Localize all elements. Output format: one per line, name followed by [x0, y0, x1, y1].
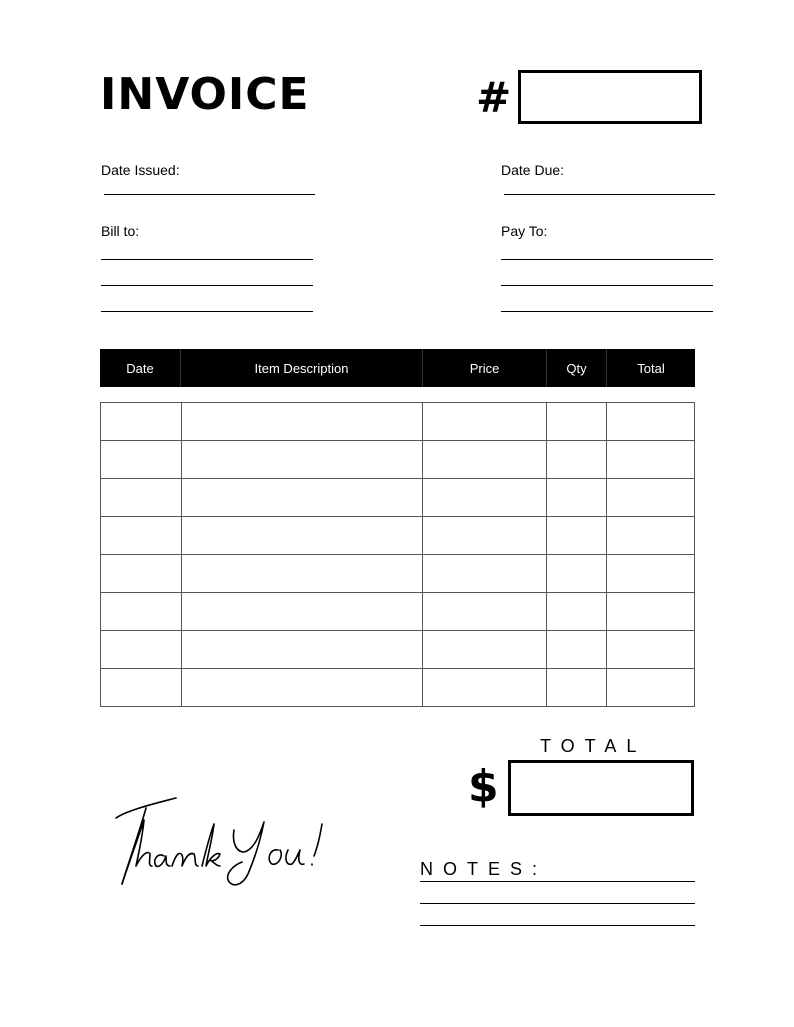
- table-cell-price[interactable]: [423, 555, 547, 593]
- table-cell-qty[interactable]: [547, 403, 607, 441]
- column-header-qty: Qty: [547, 349, 607, 387]
- table-cell-qty[interactable]: [547, 517, 607, 555]
- notes-line-3[interactable]: [420, 925, 695, 926]
- table-cell-description[interactable]: [181, 479, 423, 517]
- date-due-field[interactable]: [504, 194, 715, 195]
- table-cell-total[interactable]: [607, 479, 695, 517]
- notes-label: NOTES:: [420, 859, 548, 879]
- table-cell-price[interactable]: [423, 669, 547, 707]
- column-header-description: Item Description: [181, 349, 423, 387]
- column-header-price: Price: [423, 349, 547, 387]
- column-header-total: Total: [637, 360, 665, 376]
- total-label: TOTAL: [540, 736, 647, 756]
- table-cell-date[interactable]: [101, 441, 182, 479]
- table-cell-date[interactable]: [101, 517, 182, 555]
- table-row: [101, 479, 695, 517]
- table-row: [101, 555, 695, 593]
- pay-to-line-2[interactable]: [501, 285, 713, 286]
- table-cell-qty[interactable]: [547, 479, 607, 517]
- table-cell-qty[interactable]: [547, 555, 607, 593]
- table-cell-total[interactable]: [607, 517, 695, 555]
- table-cell-date[interactable]: [101, 403, 182, 441]
- table-cell-qty[interactable]: [547, 631, 607, 669]
- notes-line-2[interactable]: [420, 903, 695, 904]
- table-cell-date[interactable]: [101, 631, 182, 669]
- table-cell-date[interactable]: [101, 479, 182, 517]
- table-cell-total[interactable]: [607, 555, 695, 593]
- table-row: [101, 517, 695, 555]
- table-cell-price[interactable]: [423, 441, 547, 479]
- table-cell-total[interactable]: [607, 441, 695, 479]
- items-table-header: [100, 349, 695, 387]
- column-header-date: Date: [100, 349, 181, 387]
- table-cell-price[interactable]: [423, 479, 547, 517]
- table-row: [101, 669, 695, 707]
- table-cell-total[interactable]: [607, 593, 695, 631]
- table-row: [101, 403, 695, 441]
- bill-to-label: Bill to:: [101, 223, 140, 239]
- notes-line-1[interactable]: [420, 881, 695, 882]
- thank-you-script: [108, 790, 338, 890]
- table-cell-price[interactable]: [423, 517, 547, 555]
- invoice-title: INVOICE: [100, 69, 310, 120]
- date-due-label: Date Due:: [501, 162, 565, 178]
- table-cell-description[interactable]: [181, 631, 423, 669]
- table-cell-description[interactable]: [181, 593, 423, 631]
- table-cell-qty[interactable]: [547, 593, 607, 631]
- table-cell-price[interactable]: [423, 403, 547, 441]
- total-amount-field[interactable]: [508, 760, 694, 816]
- table-row: [101, 441, 695, 479]
- invoice-number-field[interactable]: [518, 70, 702, 124]
- table-cell-qty[interactable]: [547, 669, 607, 707]
- table-cell-qty[interactable]: [547, 441, 607, 479]
- date-issued-field[interactable]: [104, 194, 315, 195]
- table-row: [101, 593, 695, 631]
- table-cell-description[interactable]: [181, 403, 423, 441]
- pay-to-line-3[interactable]: [501, 311, 713, 312]
- table-cell-date[interactable]: [101, 555, 182, 593]
- table-cell-price[interactable]: [423, 631, 547, 669]
- invoice-number-symbol: #: [476, 73, 512, 122]
- bill-to-line-1[interactable]: [101, 259, 313, 260]
- table-row: [101, 631, 695, 669]
- pay-to-line-1[interactable]: [501, 259, 713, 260]
- items-table: [100, 402, 695, 707]
- table-cell-description[interactable]: [181, 517, 423, 555]
- bill-to-line-2[interactable]: [101, 285, 313, 286]
- table-cell-date[interactable]: [101, 593, 182, 631]
- table-cell-total[interactable]: [607, 631, 695, 669]
- table-cell-price[interactable]: [423, 593, 547, 631]
- table-cell-description[interactable]: [181, 555, 423, 593]
- date-issued-label: Date Issued:: [101, 162, 180, 178]
- table-cell-total[interactable]: [607, 669, 695, 707]
- table-cell-total[interactable]: [607, 403, 695, 441]
- table-cell-description[interactable]: [181, 669, 423, 707]
- bill-to-line-3[interactable]: [101, 311, 313, 312]
- table-cell-description[interactable]: [181, 441, 423, 479]
- table-cell-date[interactable]: [101, 669, 182, 707]
- pay-to-label: Pay To:: [501, 223, 548, 239]
- currency-symbol: $: [468, 761, 499, 812]
